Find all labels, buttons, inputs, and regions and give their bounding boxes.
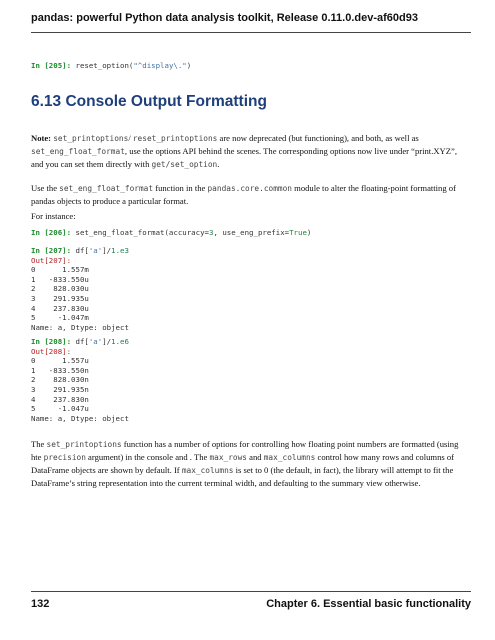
code-number: 3 xyxy=(209,228,214,237)
output-row: 1 -833.550u xyxy=(31,274,89,284)
inline-code: set_printoptions xyxy=(46,440,122,449)
code-text: ) xyxy=(186,61,192,70)
section-title: 6.13 Console Output Formatting xyxy=(31,93,267,110)
printoptions-paragraph xyxy=(31,438,471,489)
inline-code: get/set_option xyxy=(151,160,218,169)
output-row: 4 237.830n xyxy=(31,394,89,404)
running-header: pandas: powerful Python data analysis toolkit, Release 0.11.0.dev-af60d93 xyxy=(31,12,418,24)
usage-paragraph xyxy=(31,182,471,207)
para-text: Use the xyxy=(31,183,60,193)
input-prompt: In [208]: xyxy=(31,337,72,346)
output-prompt: Out[207]: xyxy=(31,255,72,265)
note-text: , use the options API behind the scenes. The corresponding options now live under “print.XYZ”, and you can set them directly with xyxy=(31,146,457,169)
code-text: ) xyxy=(306,228,312,237)
output-row: 1 -833.550n xyxy=(31,365,89,375)
para-text: module to alter the floating-point formatting of pandas objects to produce a particular format. xyxy=(31,183,456,206)
inline-code: max_columns xyxy=(181,466,234,475)
output-row: 4 237.830u xyxy=(31,303,89,313)
inline-code: max_rows xyxy=(209,453,248,462)
code-block-set-format xyxy=(31,228,311,238)
input-prompt: In [206]: xyxy=(31,228,72,237)
para-text: is set to 0 (the default, in fact), the library will attempt to fit the DataFrame’s string representation into the current terminal width, and defaulting to the summary view otherwise. xyxy=(31,465,454,488)
code-text: set_eng_float_format(accuracy xyxy=(71,228,205,237)
header-divider xyxy=(31,32,471,33)
code-text: , use_eng_prefix xyxy=(213,228,285,237)
para-text: function in the xyxy=(153,183,208,193)
inline-code: set_eng_float_format xyxy=(31,147,125,156)
code-operator: = xyxy=(284,228,290,237)
code-text: df[ xyxy=(71,246,89,255)
code-text: df[ xyxy=(71,337,89,346)
code-operator: / xyxy=(106,337,112,346)
code-block-208 xyxy=(31,337,129,423)
inline-code: pandas.core.common xyxy=(207,184,292,193)
output-row: 0 1.557u xyxy=(31,356,89,366)
code-number: 1.e6 xyxy=(111,337,129,346)
output-row: 0 1.557m xyxy=(31,265,89,275)
output-footer: Name: a, Dtype: object xyxy=(31,322,129,332)
note-paragraph xyxy=(31,132,471,171)
code-string: 'a' xyxy=(88,246,103,255)
note-label: Note: xyxy=(31,133,52,143)
para-text: argument) in the console and . The xyxy=(85,452,210,462)
inline-code: set_printoptions xyxy=(53,134,129,143)
output-row: 3 291.935u xyxy=(31,293,89,303)
input-prompt: In [207]: xyxy=(31,246,72,255)
inline-code: reset_printoptions xyxy=(132,134,218,143)
code-string: "^display\." xyxy=(133,61,187,70)
code-block-reset xyxy=(31,61,191,71)
code-block-207 xyxy=(31,246,129,332)
note-text: . xyxy=(217,159,220,169)
instance-paragraph: For instance: xyxy=(31,211,76,221)
footer-divider xyxy=(31,591,471,592)
input-prompt: In [205]: xyxy=(31,61,72,70)
output-footer: Name: a, Dtype: object xyxy=(31,413,129,423)
code-text: ] xyxy=(102,246,107,255)
output-prompt: Out[208]: xyxy=(31,346,72,356)
chapter-title: Chapter 6. Essential basic functionality xyxy=(266,598,471,610)
code-operator: / xyxy=(106,246,112,255)
inline-code: precision xyxy=(43,453,86,462)
note-text: / xyxy=(128,133,133,143)
inline-code: max_columns xyxy=(263,453,316,462)
output-row: 2 828.030n xyxy=(31,375,89,385)
para-text: control how many rows and columns of DataFrame objects are shown by default. If xyxy=(31,452,455,475)
output-row: 3 291.935n xyxy=(31,384,89,394)
output-row: 5 -1.047u xyxy=(31,404,89,414)
code-string: 'a' xyxy=(88,337,103,346)
code-number: 1.e3 xyxy=(111,246,129,255)
code-text: reset_option( xyxy=(71,61,134,70)
output-row: 5 -1.047m xyxy=(31,313,89,323)
code-operator: = xyxy=(204,228,209,237)
code-text: ] xyxy=(102,337,107,346)
para-text: and xyxy=(247,452,264,462)
para-text: function has a number of options for controlling how floating point numbers are formatted (using hte xyxy=(31,439,459,462)
para-text: The xyxy=(31,439,47,449)
output-row: 2 828.030u xyxy=(31,284,89,294)
code-keyword: True xyxy=(289,228,307,237)
page-number: 132 xyxy=(31,598,50,610)
inline-code: set_eng_float_format xyxy=(59,184,154,193)
note-text: are now deprecated (but functioning), and both, as well as xyxy=(217,133,419,143)
